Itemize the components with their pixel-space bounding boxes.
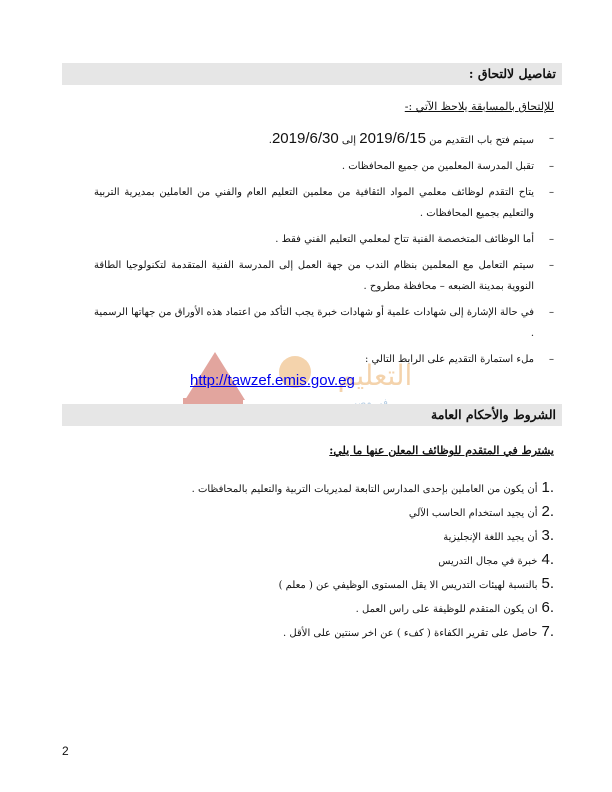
condition-item: 1.أن يكون من العاملين بإحدى المدارس التابعة لمديريات التربية والتعليم بالمحافظات . [191, 479, 554, 496]
dash-icon: – [549, 307, 554, 318]
watermark-brand: التعليم [337, 359, 413, 392]
section-header-band [62, 404, 562, 426]
section-title-application-details: تفاصيل لالتحاق : [468, 66, 556, 81]
page-number: 2 [62, 744, 69, 758]
intro-text: للإلتحاق بالمسابقة يلاحظ الآتي :- [404, 100, 554, 113]
condition-item: 3.أن يجيد اللغة الإنجليزية [443, 527, 554, 544]
dash-icon: – [549, 161, 554, 172]
application-link[interactable]: http://tawzef.emis.gov.eg [190, 372, 355, 389]
end-date: 2019/6/30 [271, 130, 339, 147]
section-title-general-conditions: الشروط والأحكام العامة [431, 407, 556, 422]
dash-icon: – [549, 260, 554, 271]
dash-icon: – [549, 234, 554, 245]
bullet-item: – ملء استمارة التقديم على الرابط التالي : [94, 349, 554, 370]
condition-item: 7.حاصل على تقرير الكفاءة ( كفء ) عن اخر سنتين على الأقل . [283, 623, 554, 640]
dash-icon: – [549, 354, 554, 365]
dash-icon: – [549, 133, 554, 144]
condition-item: 2.أن يجيد استخدام الحاسب الآلي [408, 503, 554, 520]
condition-item: 5.بالنسبة لهيئات التدريس الا يقل المستوى الوظيفي عن ( معلم ) [278, 575, 554, 592]
bullet-item: – في حالة الإشارة إلى شهادات علمية أو شهادات خبرة يجب التأكد من اعتماد هذه الأوراق من جهاتها الرسمية . [94, 302, 554, 344]
condition-item: 6.ان يكون المتقدم للوظيفة على راس العمل . [355, 599, 554, 616]
bullet-item: – يتاح التقدم لوظائف معلمي المواد الثقافية من معلمين التعليم العام والفني من العاملين بمديرية التربية والتعليم بجميع المحافظات . [94, 182, 554, 224]
bullet-item: – سيتم التعامل مع المعلمين بنظام الندب من جهة العمل إلى المدرسة الفنية المتقدمة لتكنولوجيا الطاقة النووية بمدينة الضبعه – محافظة مطروح . [94, 255, 554, 297]
bullet-list [94, 128, 554, 375]
conditions-list [134, 476, 554, 644]
dash-icon: – [549, 187, 554, 198]
section-header-band [62, 63, 562, 85]
bullet-item: – أما الوظائف المتخصصة الفنية تتاح لمعلمي التعليم الفني فقط . [94, 229, 554, 250]
bullet-item-dates: – سيتم فتح باب التقديم من 2019/6/15 إلى 2019/6/30. [268, 130, 554, 147]
conditions-subtitle: يشترط في المتقدم للوظائف المعلن عنها ما يلي: [329, 444, 554, 457]
start-date: 2019/6/15 [359, 130, 426, 147]
condition-item: 4.خبرة في مجال التدريس [438, 551, 554, 568]
bullet-item: – تقبل المدرسة المعلمين من جميع المحافظات . [94, 156, 554, 177]
